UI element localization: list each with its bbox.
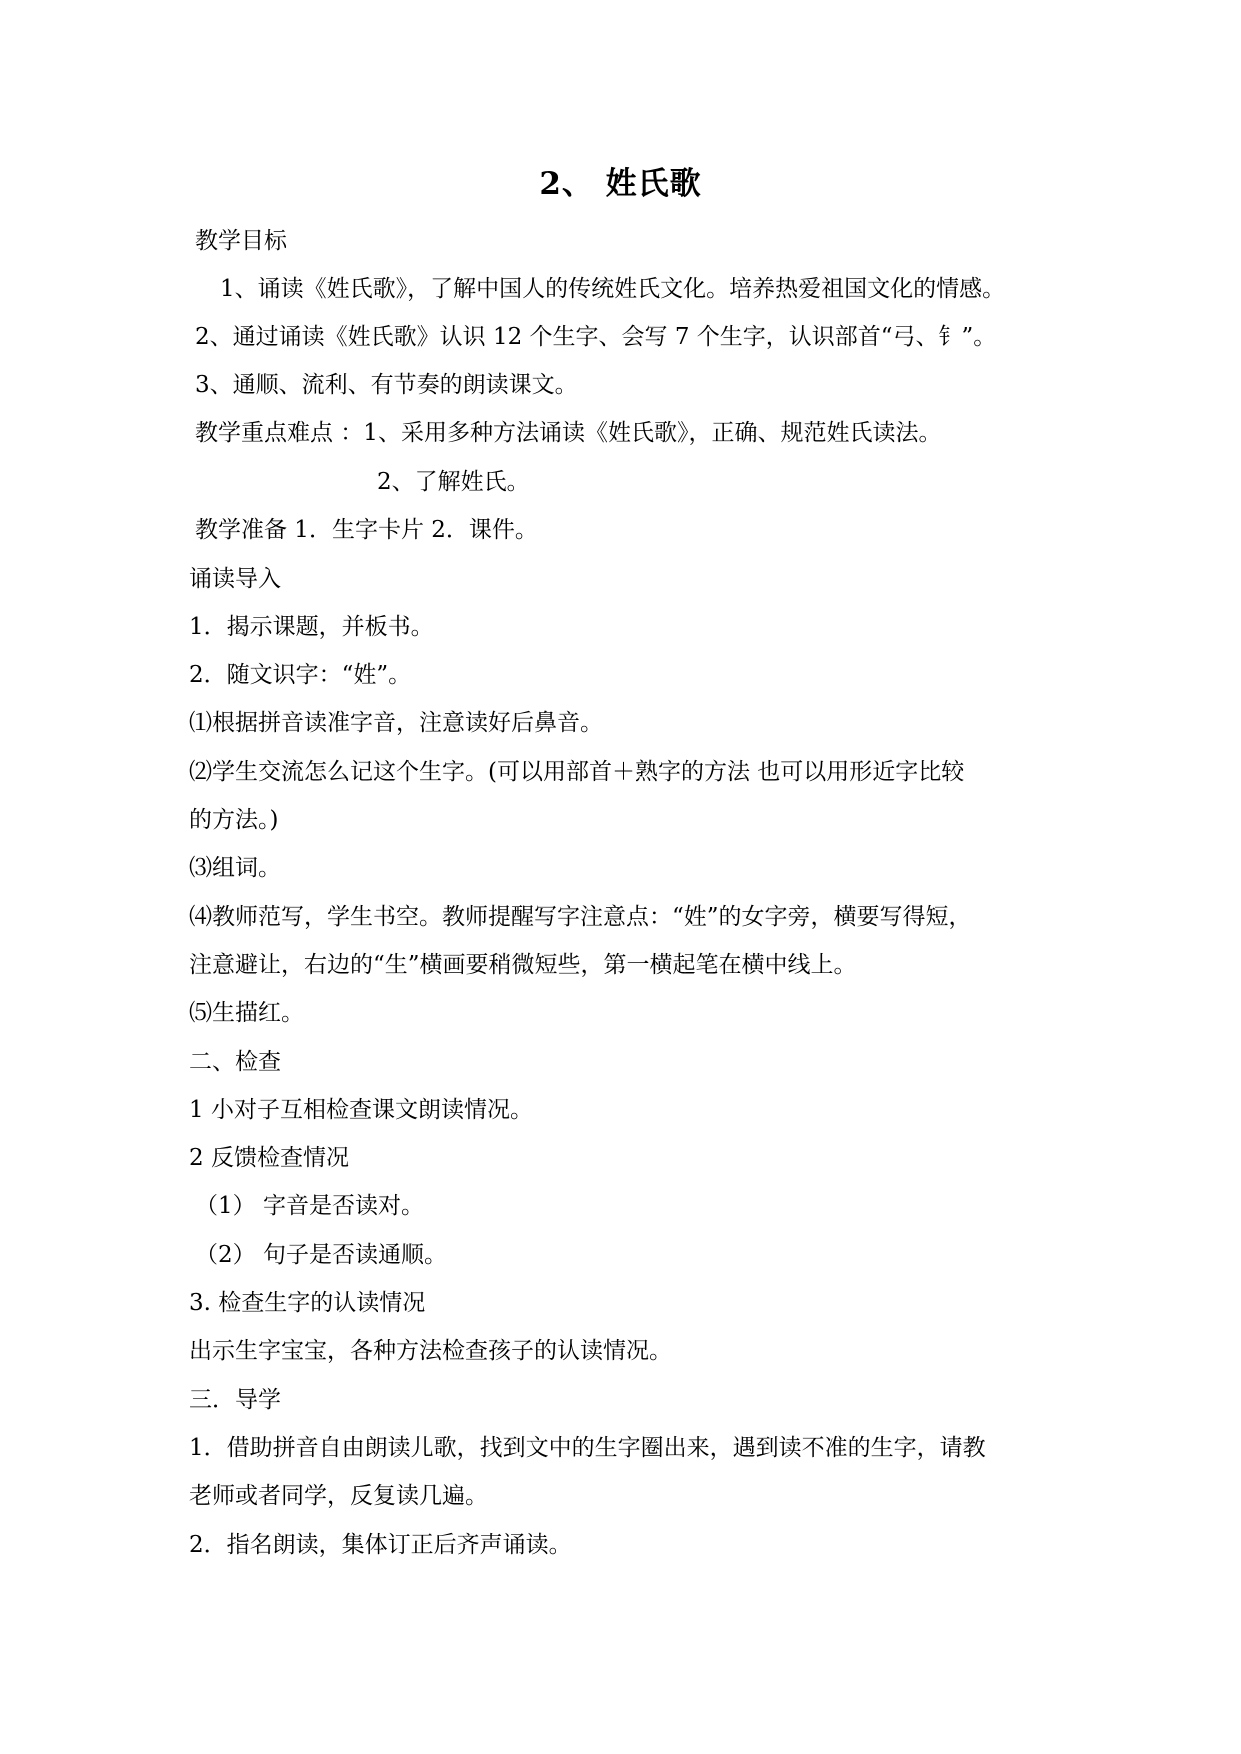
intro-substep-4: ⑷教师范写，学生书空。教师提醒写字注意点：“姓”的女字旁，横要写得短， xyxy=(189,904,972,930)
check-step-3-detail: 出示生字宝宝，各种方法检查孩子的认读情况。 xyxy=(189,1338,672,1364)
section-heading-objectives: 教学目标 xyxy=(195,228,287,254)
intro-step-1: 1．揭示课题，并板书。 xyxy=(189,614,434,640)
section-heading-guide: 三．导学 xyxy=(189,1387,281,1413)
key-points-line-2: 2、了解姓氏。 xyxy=(377,469,530,495)
key-points-line-1: 教学重点难点 ：1、采用多种方法诵读《姓氏歌》，正确、规范姓氏读法。 xyxy=(195,420,942,446)
intro-step-2: 2．随文识字：“姓”。 xyxy=(189,662,412,688)
preparation-line: 教学准备 1．生字卡片 2．课件。 xyxy=(195,517,538,543)
check-step-3: 3. 检查生字的认读情况 xyxy=(189,1290,426,1316)
objective-line-3: 3、通顺、流利、有节奏的朗读课文。 xyxy=(195,372,578,398)
objective-line-1: 1、诵读《姓氏歌》，了解中国人的传统姓氏文化。培养热爱祖国文化的情感。 xyxy=(220,276,1006,302)
section-heading-check: 二、检查 xyxy=(189,1049,281,1075)
guide-step-1: 1．借助拼音自由朗读儿歌，找到文中的生字圈出来，遇到读不准的生字，请教 xyxy=(189,1435,986,1461)
intro-substep-1: ⑴根据拼音读准字音，注意读好后鼻音。 xyxy=(189,710,603,736)
section-heading-intro: 诵读导入 xyxy=(189,566,281,592)
guide-step-1-cont: 老师或者同学，反复读几遍。 xyxy=(189,1483,488,1509)
intro-substep-5: ⑸生描红。 xyxy=(189,1000,304,1026)
objective-line-2: 2、通过诵读《姓氏歌》认识 12 个生字、会写 7 个生字，认识部首“弓、钅”。 xyxy=(195,324,997,350)
intro-substep-4-cont: 注意避让，右边的“生”横画要稍微短些，第一横起笔在横中线上。 xyxy=(189,952,857,978)
check-substep-2: （2） 句子是否读通顺。 xyxy=(195,1242,447,1268)
check-substep-1: （1） 字音是否读对。 xyxy=(195,1193,424,1219)
document-title: 2、 姓氏歌 xyxy=(539,166,702,202)
guide-step-2: 2．指名朗读，集体订正后齐声诵读。 xyxy=(189,1532,572,1558)
intro-substep-2: ⑵学生交流怎么记这个生字。(可以用部首＋熟字的方法 也可以用形近字比较 xyxy=(189,759,965,785)
intro-substep-3: ⑶组词。 xyxy=(189,855,281,881)
check-step-1: 1 小对子互相检查课文朗读情况。 xyxy=(189,1097,533,1123)
check-step-2: 2 反馈检查情况 xyxy=(189,1145,349,1171)
intro-substep-2-cont: 的方法。) xyxy=(189,807,279,833)
